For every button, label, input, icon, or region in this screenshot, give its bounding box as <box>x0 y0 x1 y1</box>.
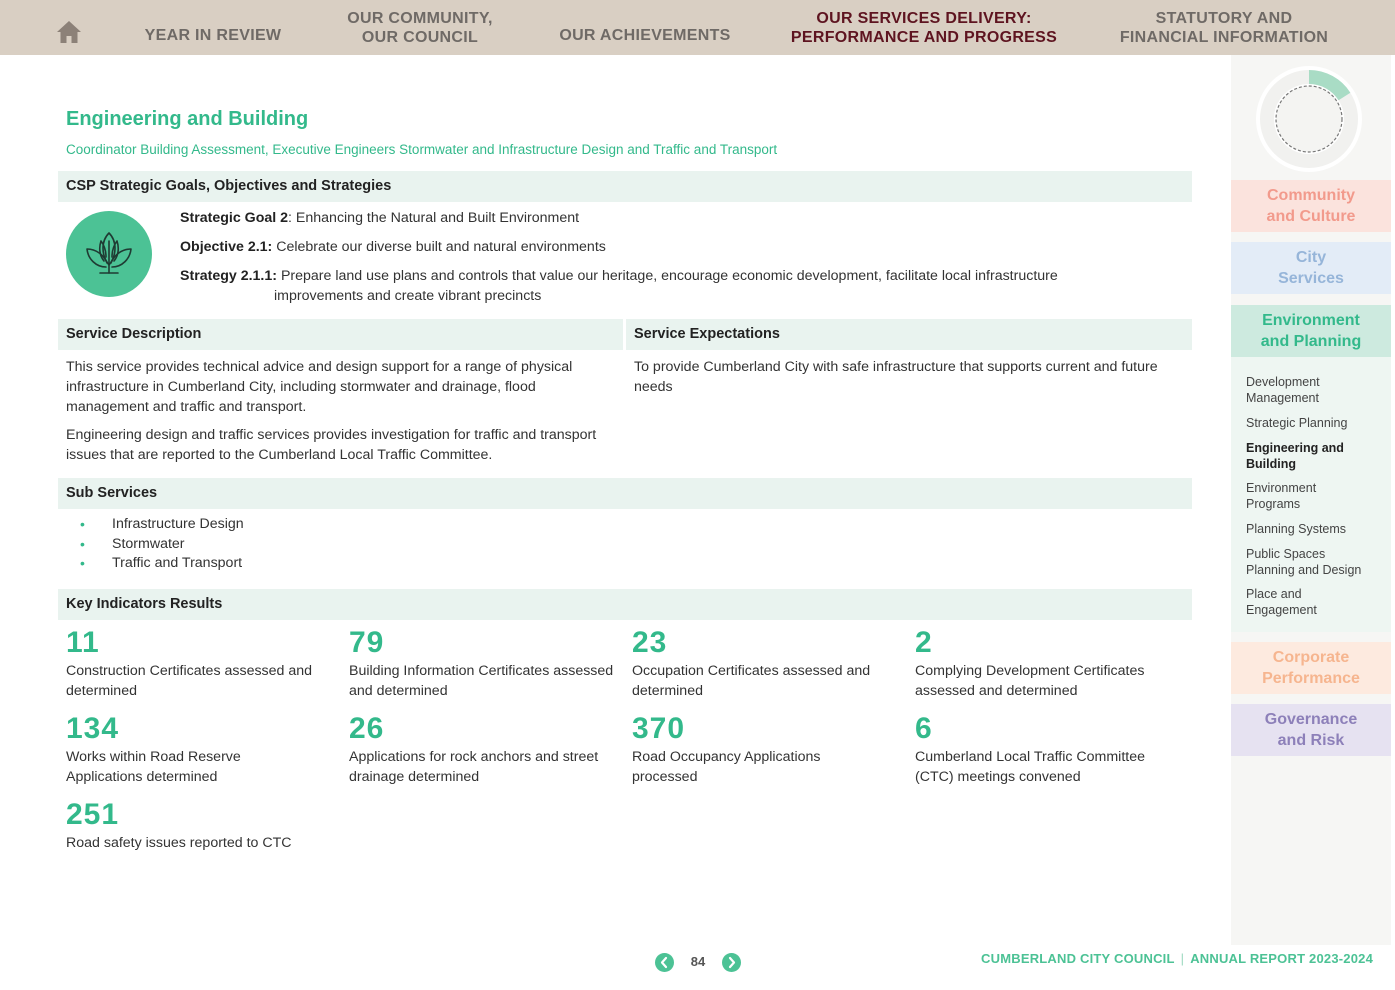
kpi-value: 251 <box>66 798 120 831</box>
kpi-value: 6 <box>915 712 933 745</box>
tab-label-line1: Environment <box>1262 312 1360 329</box>
sidebar-item-environment-programs[interactable] <box>1246 481 1316 512</box>
kpi-card <box>349 627 619 701</box>
sidebar-item-planning-systems[interactable] <box>1246 522 1346 538</box>
strategy-label: Strategy 2.1.1: <box>180 268 277 284</box>
sidebar-item-development-management[interactable] <box>1246 375 1320 406</box>
nav-our-community[interactable] <box>320 0 520 55</box>
kpi-label: Occupation Certificates assessed and determined <box>632 663 871 699</box>
list-item: • Stormwater <box>80 535 244 555</box>
footer-report: ANNUAL REPORT 2023-2024 <box>1190 951 1373 966</box>
tab-label-line1: Community <box>1266 187 1355 204</box>
sidebar-item-label: Development <box>1246 375 1320 389</box>
sidebar-item-label: Planning Systems <box>1246 522 1347 536</box>
service-description-p2: Engineering design and traffic services provides investigation for traffic and transport issues that are reported to the Cumberland Local Traffic Committee. <box>66 427 597 463</box>
nav-label-line1: OUR COMMUNITY, <box>347 9 493 27</box>
kpi-value: 11 <box>66 626 100 659</box>
tab-community-and-culture[interactable] <box>1231 180 1391 232</box>
chevron-left-icon <box>655 953 674 972</box>
footer-report-title <box>981 951 1373 966</box>
sidebar-item-strategic-planning[interactable] <box>1246 416 1347 432</box>
kpi-value: 370 <box>632 712 686 745</box>
section-progress-ring <box>1255 65 1363 173</box>
tab-label-line2: and Planning <box>1260 333 1362 350</box>
kpi-card <box>915 627 1185 701</box>
next-page-button[interactable] <box>722 953 741 972</box>
tab-label-line1: Corporate <box>1272 649 1350 666</box>
previous-page-button[interactable] <box>655 953 674 972</box>
nav-label-line2: OUR COUNCIL <box>361 28 479 46</box>
strategic-goal <box>180 208 579 228</box>
page-number: 84 <box>690 954 706 969</box>
service-description-heading: Service Description <box>58 319 623 350</box>
kpi-card <box>915 713 1185 787</box>
strategy-text-line1: Prepare land use plans and controls that value our heritage, encourage economic development, facilitate local infrastructure <box>277 268 1058 284</box>
list-item: • Infrastructure Design <box>80 515 244 535</box>
tab-city-services[interactable] <box>1231 242 1391 294</box>
kpi-card <box>349 713 619 787</box>
kpi-value: 79 <box>349 626 385 659</box>
sidebar-item-label: Place and <box>1246 587 1302 601</box>
sidebar-item-label: Management <box>1246 390 1319 405</box>
nav-label: YEAR IN REVIEW <box>144 27 282 44</box>
kpi-card <box>66 627 336 701</box>
sub-services-list <box>80 515 244 574</box>
nav-year-in-review[interactable] <box>128 8 298 63</box>
sub-services-heading: Sub Services <box>58 478 1192 509</box>
footer-org: CUMBERLAND CITY COUNCIL <box>981 951 1175 966</box>
home-button[interactable] <box>52 18 86 48</box>
csp-goal-badge <box>66 211 152 297</box>
kpi-label: Works within Road Reserve Applications determined <box>66 749 241 785</box>
tab-label-line2: and Culture <box>1266 208 1356 225</box>
kpi-value: 134 <box>66 712 120 745</box>
page-title: Engineering and Building <box>66 108 309 130</box>
key-indicators-heading: Key Indicators Results <box>58 589 1192 620</box>
service-expectations-text: To provide Cumberland City with safe infrastructure that supports current and future needs <box>634 359 1158 395</box>
objective-label: Objective 2.1: <box>180 239 273 255</box>
nav-label-line1: STATUTORY AND <box>1155 9 1293 27</box>
list-item: • Traffic and Transport <box>80 554 244 574</box>
strategic-goal-text: : Enhancing the Natural and Built Environment <box>288 210 580 226</box>
kpi-label: Building Information Certificates assessed and determined <box>349 663 614 699</box>
kpi-card <box>66 713 336 787</box>
sidebar-item-label: Environment <box>1246 481 1317 495</box>
strategy-text-line2: improvements and create vibrant precincts <box>274 288 542 304</box>
tab-governance-and-risk[interactable] <box>1231 704 1391 756</box>
kpi-label: Cumberland Local Traffic Committee (CTC) meetings convened <box>915 749 1145 785</box>
kpi-card <box>632 627 902 701</box>
service-expectations-heading: Service Expectations <box>626 319 1192 350</box>
kpi-label: Complying Development Certificates assessed and determined <box>915 663 1145 699</box>
environment-subsection-list <box>1231 357 1391 632</box>
kpi-card <box>632 713 902 787</box>
strategy <box>180 266 1170 306</box>
sidebar-item-label: Programs <box>1246 496 1301 511</box>
tab-label-line1: City <box>1295 249 1327 266</box>
tab-label-line2: and Risk <box>1277 732 1345 749</box>
nav-label-line2: FINANCIAL INFORMATION <box>1119 28 1329 46</box>
top-navigation <box>0 0 1395 55</box>
tab-corporate-performance[interactable] <box>1231 642 1391 694</box>
tab-label-line2: Services <box>1278 270 1344 287</box>
section-sidebar <box>1231 55 1391 945</box>
kpi-value: 2 <box>915 626 933 659</box>
nav-label: OUR ACHIEVEMENTS <box>559 27 731 44</box>
sidebar-item-label: Strategic Planning <box>1246 416 1348 430</box>
sidebar-item-label: Planning and Design <box>1246 562 1362 577</box>
nav-statutory-financial[interactable] <box>1100 0 1348 55</box>
sidebar-item-engineering-and-building[interactable] <box>1246 441 1344 472</box>
strategic-goal-label: Strategic Goal 2 <box>180 210 289 226</box>
kpi-label: Construction Certificates assessed and determined <box>66 663 313 699</box>
sidebar-item-label: Engineering and <box>1246 441 1344 455</box>
tab-label-line1: Governance <box>1264 711 1358 728</box>
kpi-label: Road Occupancy Applications processed <box>632 749 821 785</box>
nav-label-line2: PERFORMANCE AND PROGRESS <box>790 28 1058 46</box>
kpi-value: 26 <box>349 712 385 745</box>
service-description-p1: This service provides technical advice and design support for a range of physical infrastructure in Cumberland City, including stormwater and drainage, flood management and traffic and transport. <box>66 359 573 415</box>
tab-label-line2: Performance <box>1262 670 1360 687</box>
nav-our-services-delivery[interactable] <box>775 0 1073 55</box>
sidebar-item-public-spaces[interactable] <box>1246 547 1361 578</box>
sidebar-item-label: Public Spaces <box>1246 547 1326 561</box>
kpi-label: Applications for rock anchors and street drainage determined <box>349 749 599 785</box>
page-subtitle: Coordinator Building Assessment, Executive Engineers Stormwater and Infrastructure Design and Traffic and Transport <box>66 142 778 157</box>
sidebar-item-label: Engagement <box>1246 602 1317 617</box>
objective-text: Celebrate our diverse built and natural environments <box>272 239 606 255</box>
home-icon <box>56 20 82 44</box>
sidebar-item-place-and-engagement[interactable] <box>1246 587 1317 618</box>
csp-heading: CSP Strategic Goals, Objectives and Strategies <box>58 171 1192 202</box>
footer-separator: | <box>1180 951 1185 966</box>
leaf-icon <box>66 211 152 297</box>
kpi-label: Road safety issues reported to CTC <box>66 835 292 851</box>
kpi-value: 23 <box>632 626 668 659</box>
kpi-card <box>66 799 336 853</box>
nav-our-achievements[interactable] <box>545 8 745 63</box>
sidebar-item-label: Building <box>1246 456 1296 471</box>
tab-environment-and-planning[interactable] <box>1231 305 1391 357</box>
objective <box>180 237 606 257</box>
chevron-right-icon <box>722 953 741 972</box>
nav-label-line1: OUR SERVICES DELIVERY: <box>816 9 1032 27</box>
